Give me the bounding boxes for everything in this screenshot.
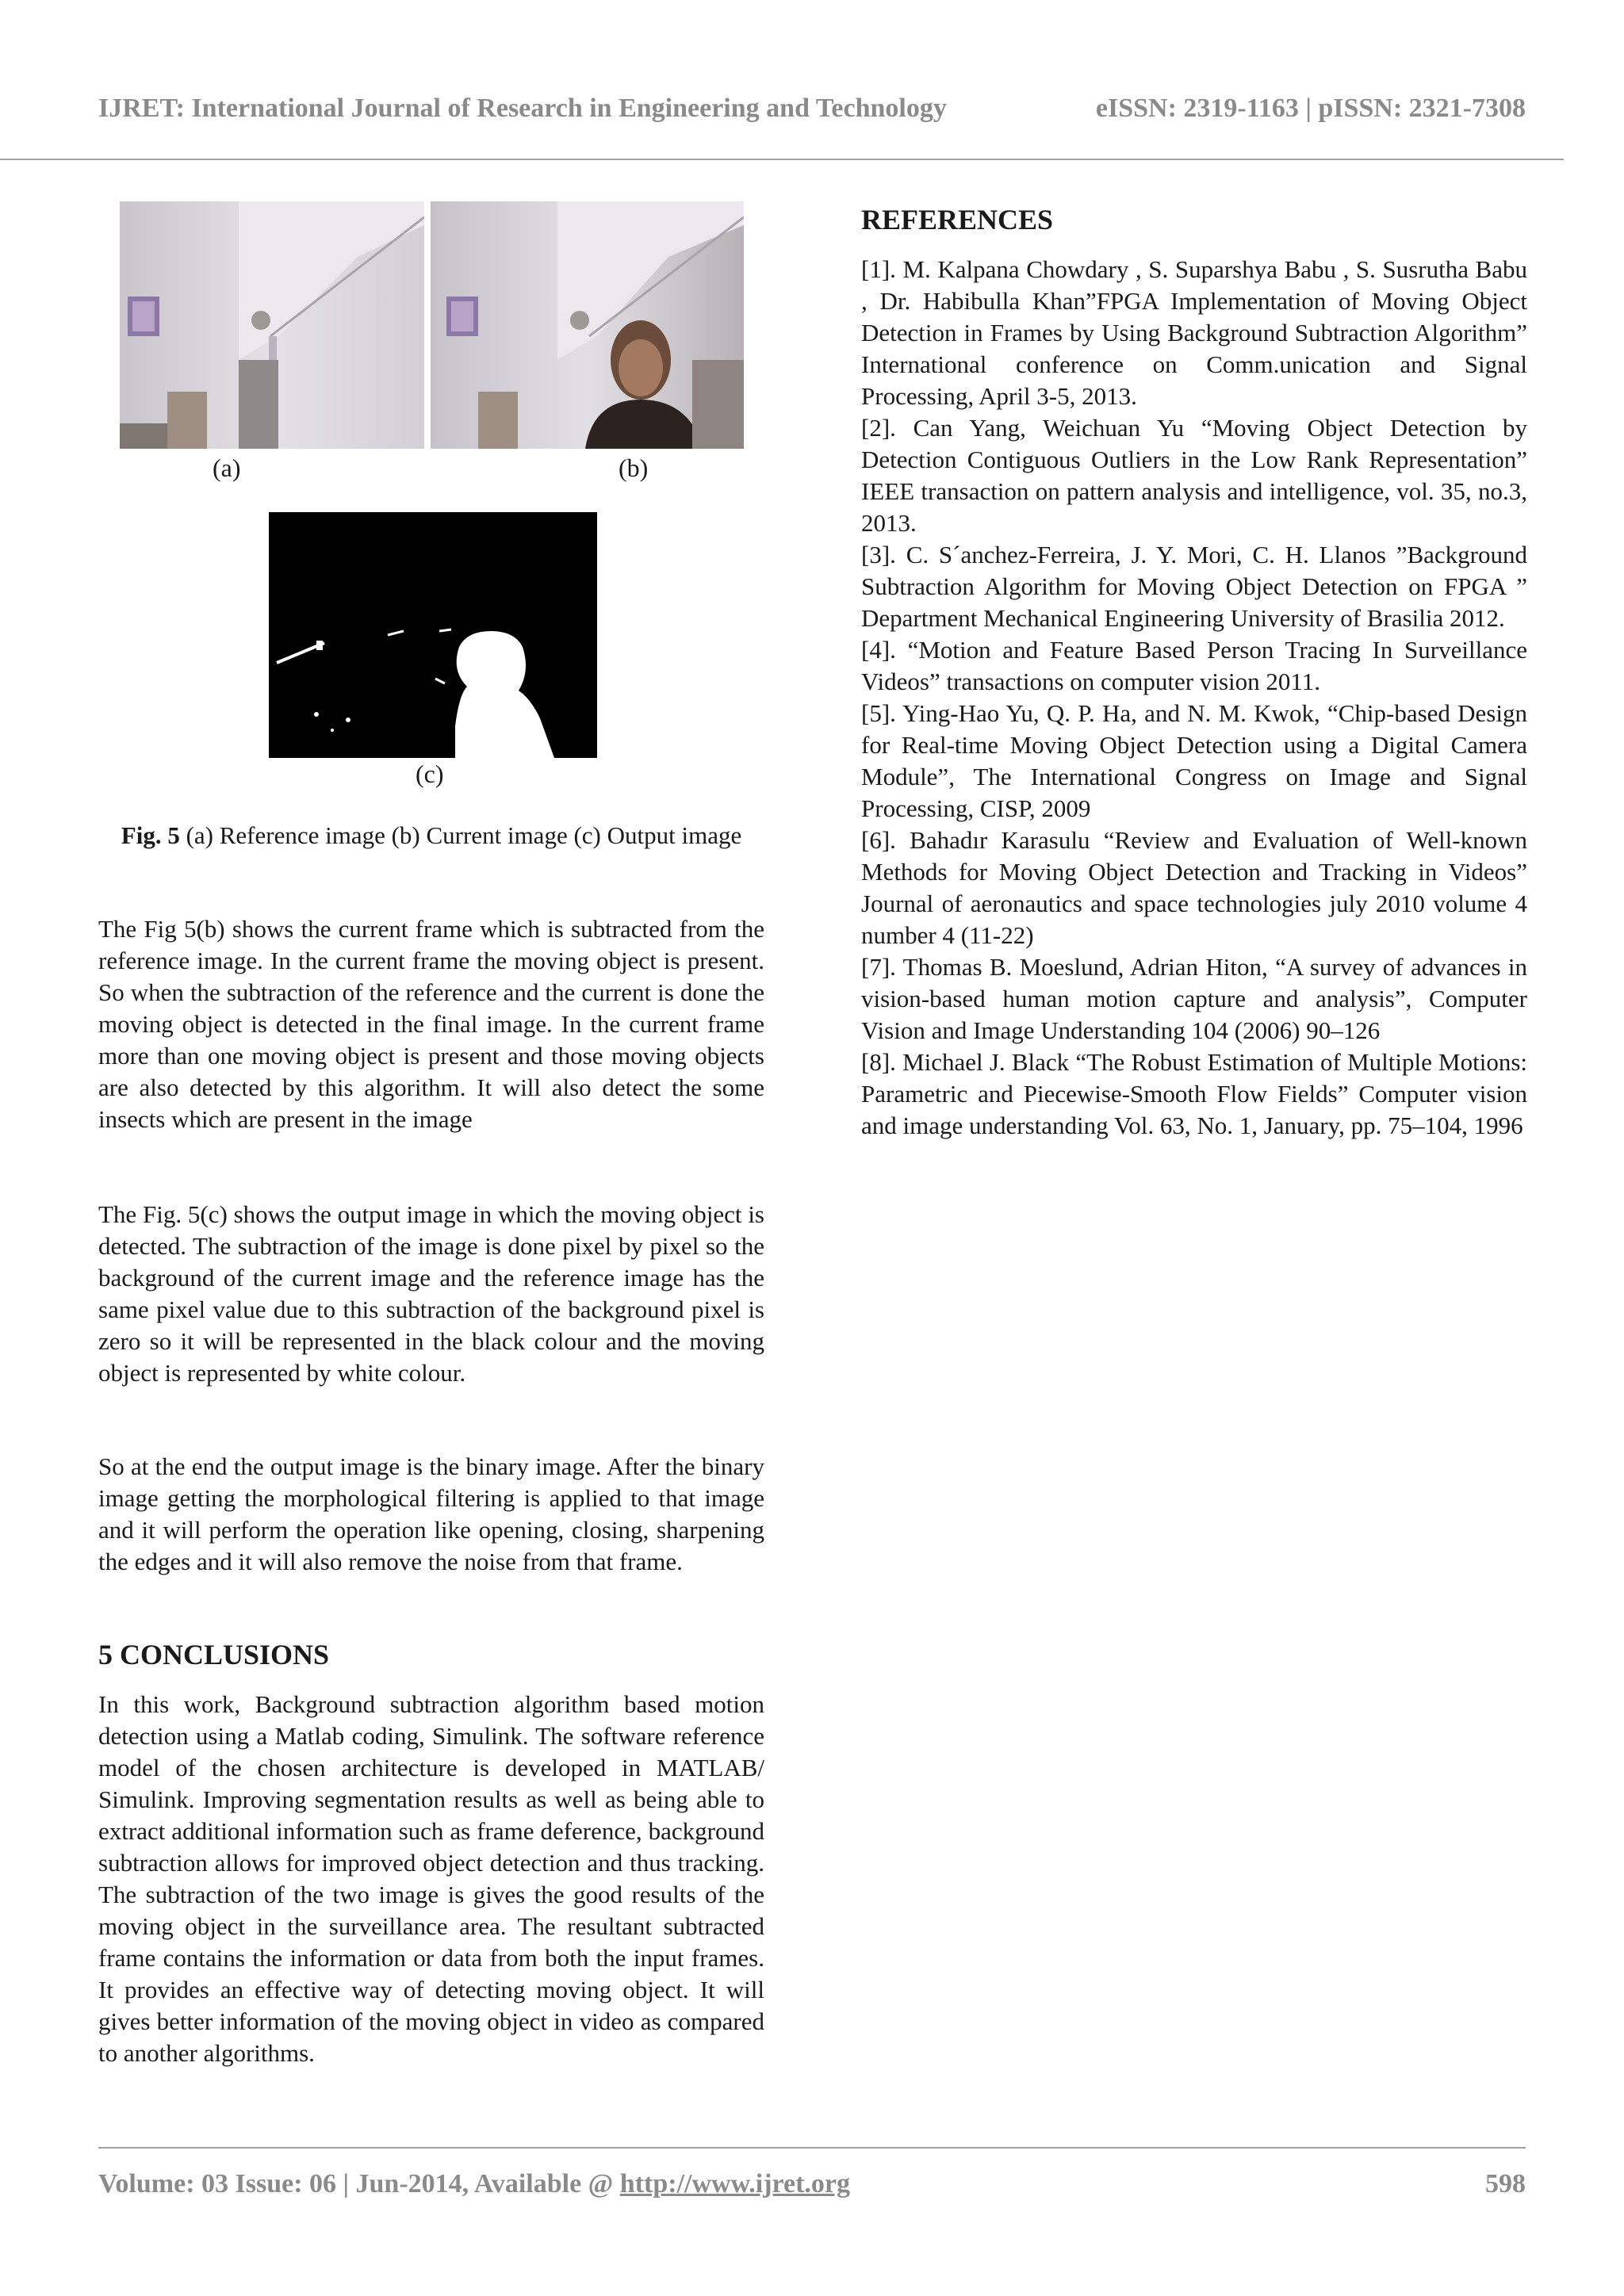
reference-item: [7]. Thomas B. Moeslund, Adrian Hiton, “A survey of advances in vision-based human motion capture and analysis”, Computer Vision and Image Understanding 104 (2006) 90–126 bbox=[861, 953, 1527, 1044]
page-header bbox=[98, 94, 1526, 138]
header-rule bbox=[0, 159, 1564, 160]
footer-volume-text: Volume: 03 Issue: 06 | Jun-2014, Available @ bbox=[98, 2169, 620, 2198]
conclusions-paragraph: In this work, Background subtraction algorithm based motion detection using a Matlab coding, Simulink. The software reference model of the chosen architecture is developed in MATLAB/ Simulink. Improving segmentation results as well as being able to extract additional information such as frame deference, background subtraction allows for improved object detection and thus tracking. The subtraction of the two image is gives the good results of the moving object in the surveillance area. The resultant subtracted frame contains the information or data from both the input frames. It provides an effective way of detecting moving object. It will gives better information of the moving object in video as compared to another algorithms. bbox=[98, 1690, 764, 2067]
figure-caption-label: Fig. 5 bbox=[121, 821, 180, 849]
output-image bbox=[269, 512, 597, 758]
references-heading: REFERENCES bbox=[861, 204, 1054, 235]
page-number: 598 bbox=[1485, 2169, 1526, 2198]
reference-item: [1]. M. Kalpana Chowdary , S. Suparshya Babu , S. Susrutha Babu , Dr. Habibulla Khan”FPGA Implementation of Moving Object Detection in Frames by Using Background Subtraction Algorithm” International conference on Comm.unication and Signal Processing, April 3-5, 2013. bbox=[861, 255, 1527, 410]
reference-item: [8]. Michael J. Black “The Robust Estimation of Multiple Motions: Parametric and Piecewise-Smooth Flow Fields” Computer vision and image understanding Vol. 63, No. 1, January, pp. 75–104, 1996 bbox=[861, 1048, 1527, 1139]
issn: eISSN: 2319-1163 | pISSN: 2321-7308 bbox=[1095, 94, 1526, 123]
label-b: (b) bbox=[619, 453, 649, 482]
paragraph-2: The Fig. 5(c) shows the output image in which the moving object is detected. The subtraction of the image is done pixel by pixel so the background of the current image and the reference image has the same pixel value due to this subtraction of the background pixel is zero so it will be represented in the black colour and the moving object is represented by white colour. bbox=[98, 1200, 764, 1387]
paragraph-3: So at the end the output image is the binary image. After the binary image getting the morphological filtering is applied to that image and it will perform the operation like opening, closing, sharpening the edges and it will also remove the noise from that frame. bbox=[98, 1452, 764, 1575]
footer-volume bbox=[98, 2169, 850, 2199]
references-list bbox=[861, 254, 1527, 1142]
reference-item: [4]. “Motion and Feature Based Person Tracing In Surveillance Videos” transactions on computer vision 2011. bbox=[861, 636, 1527, 695]
label-a: (a) bbox=[213, 453, 241, 482]
reference-image bbox=[120, 201, 424, 449]
footer-rule bbox=[98, 2147, 1526, 2149]
journal-title: IJRET: International Journal of Research in Engineering and Technology bbox=[98, 94, 947, 123]
reference-item: [3]. C. S´anchez-Ferreira, J. Y. Mori, C. H. Llanos ”Background Subtraction Algorithm for Moving Object Detection on FPGA ” Department Mechanical Engineering University of Brasilia 2012. bbox=[861, 541, 1527, 632]
conclusions-heading: 5 CONCLUSIONS bbox=[98, 1639, 330, 1670]
footer-link[interactable]: http://www.ijret.org bbox=[619, 2169, 851, 2198]
paragraph-1: The Fig 5(b) shows the current frame which is subtracted from the reference image. In the current frame the moving object is present. So when the subtraction of the reference and the current is done the moving object is detected in the final image. In the current frame more than one moving object is present and those moving objects are also detected by this algorithm. It will also detect the some insects which are present in the image bbox=[98, 915, 764, 1133]
figure-caption-text: (a) Reference image (b) Current image (c) Output image bbox=[179, 821, 742, 849]
figure-caption bbox=[98, 820, 764, 851]
current-image bbox=[431, 201, 744, 449]
label-c: (c) bbox=[416, 760, 444, 788]
reference-item: [2]. Can Yang, Weichuan Yu “Moving Object Detection by Detection Contiguous Outliers in the Low Rank Representation” IEEE transaction on pattern analysis and intelligence, vol. 35, no.3, 2013. bbox=[861, 414, 1527, 537]
reference-item: [6]. Bahadır Karasulu “Review and Evaluation of Well-known Methods for Moving Object Detection and Tracking in Videos” Journal of aeronautics and space technologies july 2010 volume 4 number 4 (11-22) bbox=[861, 826, 1527, 949]
reference-item: [5]. Ying-Hao Yu, Q. P. Ha, and N. M. Kwok, “Chip-based Design for Real-time Moving Object Detection using a Digital Camera Module”, The International Congress on Image and Signal Processing, CISP, 2009 bbox=[861, 699, 1527, 822]
